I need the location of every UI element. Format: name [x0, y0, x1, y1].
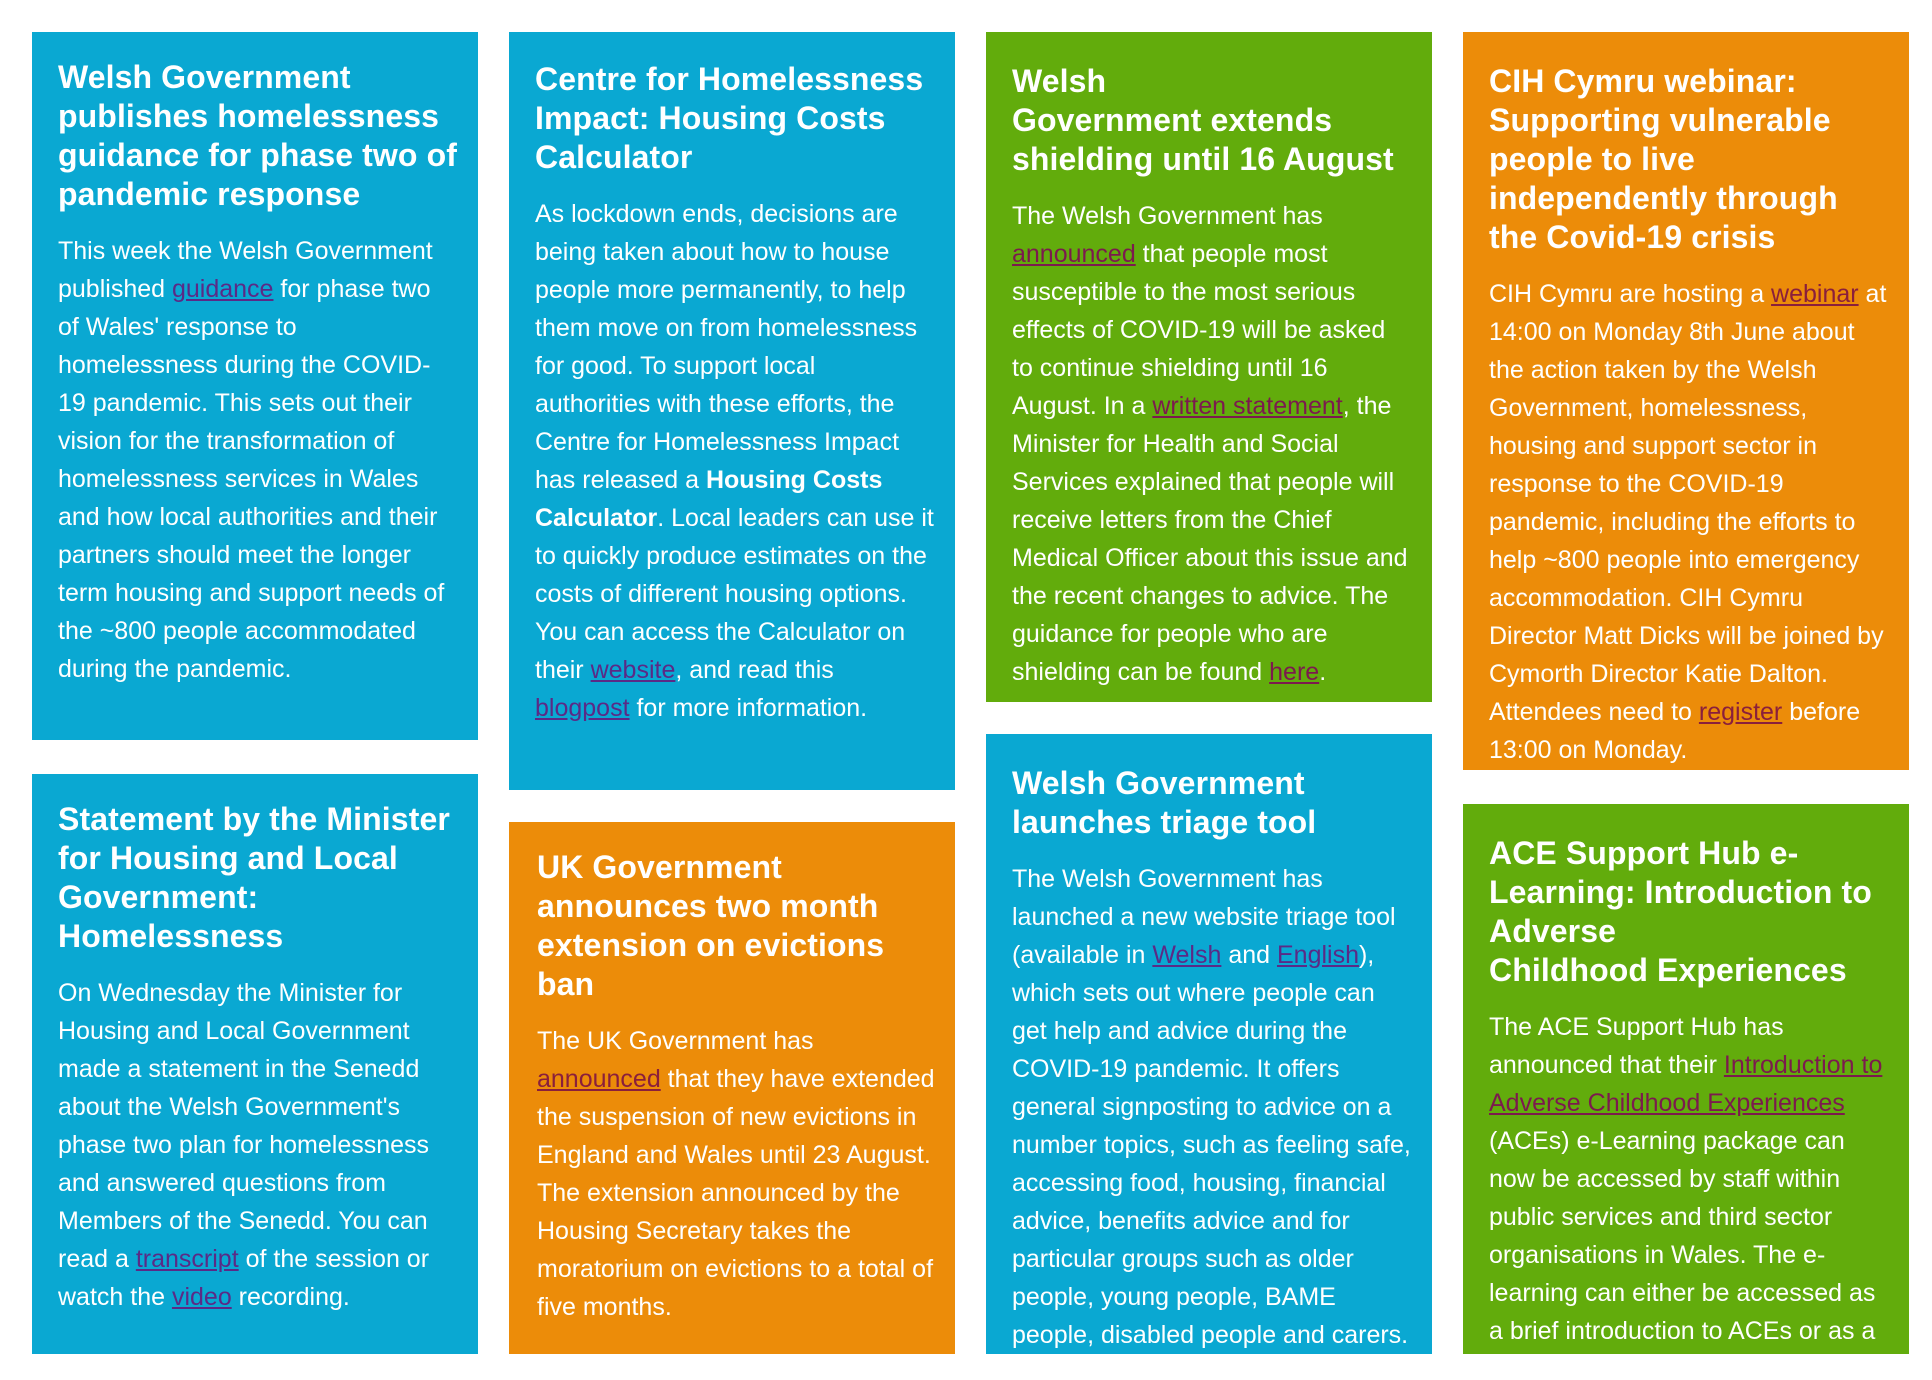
- news-card-cih-webinar: [1463, 32, 1909, 770]
- news-card-evictions-ban: [509, 822, 955, 1354]
- video-link[interactable]: video: [171, 1283, 232, 1311]
- ace-introduction-link[interactable]: Introduction to Adverse Childhood Experiences: [1489, 1051, 1883, 1117]
- news-card-homelessness-guidance: [32, 32, 478, 740]
- card-title: UK Government announces two month extension on evictions ban: [537, 849, 885, 1002]
- card-body: The UK Government has announced that they have extended the suspension of new evictions in England and Wales until 23 August. The extension announced by the Housing Secretary takes the moratorium on evictions to a total of five months.: [537, 1027, 935, 1321]
- card-body: This week the Welsh Government published guidance for phase two of Wales' response to homelessness during the COVID-19 pandemic. This sets out their vision for the transformation of homelessness services in Wales and how local authorities and their partners should meet the longer term housing and support needs of the ~800 people accommodated during the pandemic.: [58, 237, 445, 683]
- card-body: On Wednesday the Minister for Housing and Local Government made a statement in the Senedd about the Welsh Government's phase two plan for homelessness and answered questions from Members of the Senedd. You can read a transcript of the session or watch the video recording.: [58, 979, 430, 1311]
- card-title: ACE Support Hub e-Learning: Introduction to Adverse Childhood Experiences: [1489, 835, 1872, 988]
- card-body: The Welsh Government has launched a new website triage tool (available in Welsh and English), which sets out where people can get help and advice during the COVID-19 pandemic. It offers general signposting to advice on a number topics, such as feeling safe, accessing food, housing, financial advice, benefits advice and for particular groups such as older people, young people, BAME people, disabled people and carers.: [1012, 865, 1411, 1349]
- blogpost-link[interactable]: blogpost: [535, 694, 630, 722]
- card-title: Welsh Government launches triage tool: [1012, 765, 1317, 840]
- here-link[interactable]: here: [1269, 658, 1320, 686]
- announced-link[interactable]: announced: [1012, 240, 1136, 268]
- card-title: CIH Cymru webinar: Supporting vulnerable people to live independently through the Covid-19 crisis: [1489, 63, 1838, 255]
- news-card-minister-statement: [32, 774, 478, 1354]
- english-link[interactable]: English: [1276, 941, 1359, 969]
- card-title: Welsh Government extends shielding until 16 August: [1012, 63, 1394, 177]
- register-link[interactable]: register: [1698, 698, 1783, 726]
- card-body: As lockdown ends, decisions are being taken about how to house people more permanently, to help them move on from homelessness for good. To support local authorities with these efforts, the Centre for Homelessness Impact has released a Housing Costs Calculator. Local leaders can use it to quickly produce estimates on the costs of different housing options. You can access the Calculator on their website, and read this blogpost for more information.: [535, 200, 934, 722]
- news-card-housing-costs-calculator: [509, 32, 955, 790]
- card-body: CIH Cymru are hosting a webinar at 14:00 on Monday 8th June about the action taken by the Welsh Government, homelessness, housing and support sector in response to the COVID-19 pandemic, including the efforts to help ~800 people into emergency accommodation. CIH Cymru Director Matt Dicks will be joined by Cymorth Director Katie Dalton. Attendees need to register before 13:00 on Monday.: [1489, 280, 1887, 764]
- announced-link[interactable]: announced: [537, 1065, 661, 1093]
- website-link[interactable]: website: [590, 656, 676, 684]
- card-body: The ACE Support Hub has announced that their Introduction to Adverse Childhood Experiences (ACEs) e-Learning package can now be accessed by staff within public services and third sector organisations in Wales. The e-learning can either be accessed as a brief introduction to ACEs or as a: [1489, 1013, 1883, 1345]
- news-card-ace-elearning: [1463, 804, 1909, 1354]
- card-body: The Welsh Government has announced that people most susceptible to the most serious effects of COVID-19 will be asked to continue shielding until 16 August. In a written statement, the Minister for Health and Social Services explained that people will receive letters from the Chief Medical Officer about this issue and the recent changes to advice. The guidance for people who are shielding can be found here.: [1012, 202, 1408, 686]
- news-card-triage-tool: [986, 734, 1432, 1354]
- card-title: Welsh Government publishes homelessness guidance for phase two of pandemic response: [58, 59, 457, 212]
- card-title: Statement by the Minister for Housing and Local Government: Homelessness: [58, 801, 450, 954]
- guidance-link[interactable]: guidance: [171, 275, 274, 303]
- webinar-link[interactable]: webinar: [1771, 280, 1859, 308]
- transcript-link[interactable]: transcript: [135, 1245, 239, 1273]
- written-statement-link[interactable]: written statement: [1152, 392, 1343, 420]
- card-title: Centre for Homelessness Impact: Housing Costs Calculator: [535, 61, 924, 175]
- news-card-shielding-extension: [986, 32, 1432, 702]
- welsh-link[interactable]: Welsh: [1152, 941, 1222, 969]
